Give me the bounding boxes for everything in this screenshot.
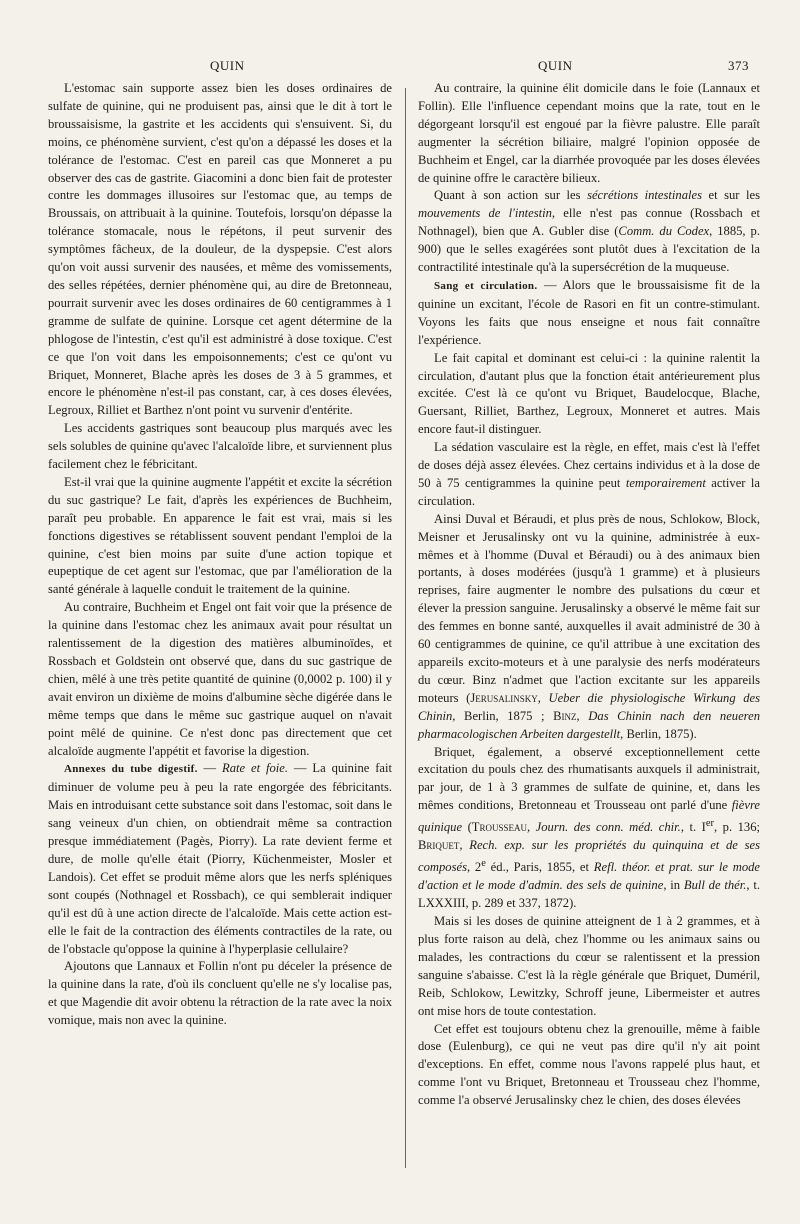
text: , 1885, p. 900) que le selles exagérées sont plutôt dues à l'excitation de la contractilité intestinale qu'à la supersécrétion de la muqueuse.: [418, 224, 760, 275]
right-page-header: QUIN: [538, 58, 573, 73]
paragraph: [418, 511, 760, 744]
left-page-header: QUIN: [210, 58, 245, 73]
paragraph: L'estomac sain supporte assez bien les doses ordinaires de sulfate de quinine, qui ne produisent pas, ainsi que le dit à tort le broussaisisme, la gastrite et les accidents qui s'ensuivent. Si, du moins, ce phénomène survient, c'est qu'on a dépassé les doses et la tolérance de l'estomac. C'est en pareil cas que Monneret a pu observer des cas de gastrite. Giacomini a donc bien fait de protester contre les dommages illusoires sur l'estomac que, au temps de Broussais, on attribuait à la quinine. Toutefois, lorsqu'on dépasse la tolérance stomacale, nous le répétons, il peut survenir des symptômes fâcheux, de la douleur, de la dyspepsie. C'est alors qu'on voit aussi survenir des nausées, et même des vomissements, des selles répétées, dernier phénomène qui, au dire de Bretonneau, pourrait survenir avec les doses ordinaires de 60 centigrammes à 1 gramme de sulfate de quinine. Lorsque cet agent détermine de la phlogose de l'intestin, c'est qu'il est administré à dose toxique. C'est ce que l'on voit dans les empoisonnements; c'est ce qu'ont vu Briquet, Monneret, Blache après les doses de 3 à 5 grammes, et encore le phénomène n'est-il pas constant, car, à ces doses élevées, Legroux, Rilliet et Barthez n'ont point vu survenir d'entérite.: [48, 81, 392, 418]
emphasis: mouvements de l'intestin: [418, 206, 552, 221]
paragraph: Est-il vrai que la quinine augmente l'appétit et excite la sécrétion du suc gastrique? Le fait, d'après les expériences de Buchheim, paraît peu probable. En apparence le fait est vrai, mais si les fonctions digestives se rétablissent souvent pendant l'emploi de la quinine, c'est bien moins par suite d'une action topique et eupeptique de cet agent sur l'estomac, que par l'amélioration de la santé générale à laquelle conduit le traitement de la quinine.: [48, 474, 392, 597]
paragraph: [418, 187, 760, 277]
text: , p. 136;: [714, 820, 761, 835]
text: ,: [576, 708, 589, 723]
text: ,: [527, 820, 536, 835]
emphasis: sécrétions intestinales: [587, 188, 702, 203]
emphasis: temporairement: [625, 475, 706, 490]
author-name: Briquet: [418, 838, 460, 853]
dash: —: [197, 761, 223, 776]
citation: Ueber die physiologische Wirkung des Chinin: [418, 690, 761, 723]
paragraph: Cet effet est toujours obtenu chez la grenouille, même à faible dose (Eulenburg), ce qui ne veut pas dire qu'il n'y ait point d'exceptions. En effet, comme nous l'avons rappelé plus haut, et comme l'ont vu Briquet, Bretonneau et Trousseau chez l'homme, comme l'a observé Jerusalinsky chez le chien, des doses élevées: [418, 1021, 760, 1108]
paragraph-text: — Alors que le broussaisisme fit de la quinine un excitant, l'école de Rasori en fit un contre-stimulant. Voyons les faits que nous enseigne et nous fait connaître l'expérience.: [418, 277, 760, 347]
author-name: Trousseau: [471, 820, 527, 835]
text: Quant à son action sur les: [434, 188, 588, 203]
text: ,: [459, 838, 470, 853]
section-paragraph-annexes: [48, 760, 392, 958]
text: La sédation vasculaire est la règle, en effet, mais c'est là l'effet de doses déjà assez élevées. Chez certains individus et à la dose de 50 à 75 centigrammes la quinine peut: [418, 440, 760, 490]
citation: Journ. des conn. méd. chir.: [535, 820, 681, 835]
citation: Rech. exp. sur les propriétés du quinquina et de ses composés: [418, 838, 760, 875]
superscript: e: [481, 858, 486, 870]
citation: Bull de thér.: [683, 878, 747, 893]
author-name: Binz: [553, 708, 577, 723]
text: éd., Paris, 1855, et: [485, 860, 594, 875]
subheading: Rate et foie.: [222, 761, 289, 776]
text: Briquet, également, a observé exceptionnellement cette excitation du pouls chez des rhumatisants auxquels il administrait, par jour, de 1 à 3 grammes de sulfate de quinine, et, dans les mêmes conditions, Bretonneau et Trousseau ont parlé d'une: [418, 744, 760, 813]
text: ,: [537, 690, 549, 705]
citation: Refl. théor. et prat. sur le mode d'action et le mode d'admin. des sels de quinine: [418, 860, 761, 893]
text: activer la circulation.: [418, 475, 760, 508]
paragraph: Mais si les doses de quinine atteignent de 1 à 2 grammes, et à plus forte raison au delà, chez l'homme ou les animaux sains ou malades, les contractions du cœur se ralentissent et la pression sanguine s'abaisse. C'est là la règle générale que Briquet, Duméril, Reib, Schlokow, Lewitzky, Schroff jeune, Libermeister et autres ont mise hors de toute contestation.: [418, 914, 760, 1018]
text: , Berlin, 1875).: [620, 726, 697, 741]
superscript: er: [705, 818, 715, 830]
paragraph: Au contraire, Buchheim et Engel ont fait voir que la présence de la quinine dans l'estomac chez les animaux avait pour résultat un ralentissement de la digestion des matières albuminoïdes, et Rossbach et Goldstein ont observé que, dans du suc gastrique de chien, mêlé à une très petite quantité de quinine (0,0002 p. 100) il y avait environ un dixième de moins d'albumine sèche digérée dans le même temps que dans le même suc gastrique auquel on n'avait point mêlé de quinine. Ce n'est donc pas directement que cet alcaloïde augmente l'appétit et favorise la digestion.: [48, 600, 392, 758]
text: , in: [663, 878, 684, 893]
page-number: 373: [728, 58, 749, 73]
text: , t. LXXXIII, p. 289 et 337, 1872).: [418, 878, 761, 911]
section-heading: Annexes du tube digestif.: [64, 763, 198, 776]
paragraph: Ajoutons que Lannaux et Follin n'ont pu déceler la présence de la quinine dans la rate, d'où ils concluent qu'elle ne s'y localise pas, et que Magendie dit avoir obtenu la rétraction de la rate avec la noix vomique, mais non avec la quinine.: [48, 959, 392, 1028]
section-paragraph-sang: [418, 277, 760, 350]
text: (: [462, 820, 472, 835]
paragraph: Le fait capital et dominant est celui-ci : la quinine ralentit la circulation, d'autant plus que la fonction était antérieurement plus excitée. C'est là ce qu'ont vu Briquet, Baudelocque, Blache, Guersant, Rilliet, Barthez, Legroux, Monneret et autres. Mais encore faut-il distinguer.: [418, 350, 760, 437]
text: , Berlin, 1875 ;: [452, 708, 554, 723]
text: , elle n'est pas connue (Rossbach et Nothnagel), bien que A. Gubler dise (: [418, 206, 760, 239]
right-column: [418, 80, 760, 1110]
left-column: [48, 80, 392, 1030]
citation: Das Chinin nach den neueren pharmacologischen Arbeiten dargestellt: [418, 708, 761, 741]
text: , t. I: [680, 820, 706, 835]
paragraph: [418, 439, 760, 511]
text: et sur les: [702, 188, 760, 203]
text: Ainsi Duval et Béraudi, et plus près de nous, Schlokow, Block, Meisner et Jerusalinsky ont vu la quinine, administrée à eux-mêmes et à l'homme (Duval et Béraudi) ou à des animaux bien portants, à doses modérées (jusqu'à 1 gramme) et à plusieurs reprises, faire augmenter le nombre des pulsations du cœur et élever la pression sanguine. Jerusalinsky a observé le même fait sur des femmes en bonne santé, auxquelles il avait administré de 30 à 60 centigrammes de quinine, ce qu'il attribue à une excitation des appareils excito-moteurs et à une paralysie des nerfs modérateurs du cœur. Binz n'admet que l'action excitante sur les appareils moteurs (: [418, 511, 760, 705]
section-heading: Sang et circulation.: [434, 279, 538, 292]
text: , 2: [466, 860, 482, 875]
paragraph: [418, 744, 760, 914]
emphasis: fièvre quinique: [418, 798, 760, 835]
paragraph: Les accidents gastriques sont beaucoup plus marqués avec les sels solubles de quinine qu'avec l'alcaloïde libre, et surviennent plus facilement chez le fébricitant.: [48, 421, 392, 472]
citation: Comm. du Codex: [618, 224, 710, 239]
paragraph: Au contraire, la quinine élit domicile dans le foie (Lannaux et Follin). Elle l'influence cependant moins que la rate, tout en le dégorgeant lorsqu'il est engoué par la fièvre palustre. Elle paraît augmenter la sécrétion biliaire, malgré l'opinion opposée de Buchheim et Engel, car la diarrhée provoquée par les doses élevées de quinine offre le caractère bilieux.: [418, 81, 760, 185]
column-divider: [405, 88, 406, 1168]
paragraph-text: — La quinine fait diminuer de volume peu à peu la rate engorgée des fébricitants. Mais en introduisant cette substance soit dans l'estomac, soit dans le sang veineux d'un chien, on obtiendrait même sa contraction presque immédiatement (Pagès, Piorry). La rate devient ferme et dure, de molle qu'elle était (Piorry, Küchenmeister, Mosler et Landois). Cet effet se produit même alors que les nerfs spléniques sont coupés (Nothnagel et Rossbach), ce qui semblerait indiquer qu'il est dû à une action directe de l'alcaloïde. Mais cette action est-elle le fait de la contraction des éléments contractiles de la rate, ou de l'obstacle qu'oppose la quinine à l'hyperplasie cellulaire?: [48, 761, 393, 956]
author-name: Jerusalinsky: [470, 690, 538, 705]
